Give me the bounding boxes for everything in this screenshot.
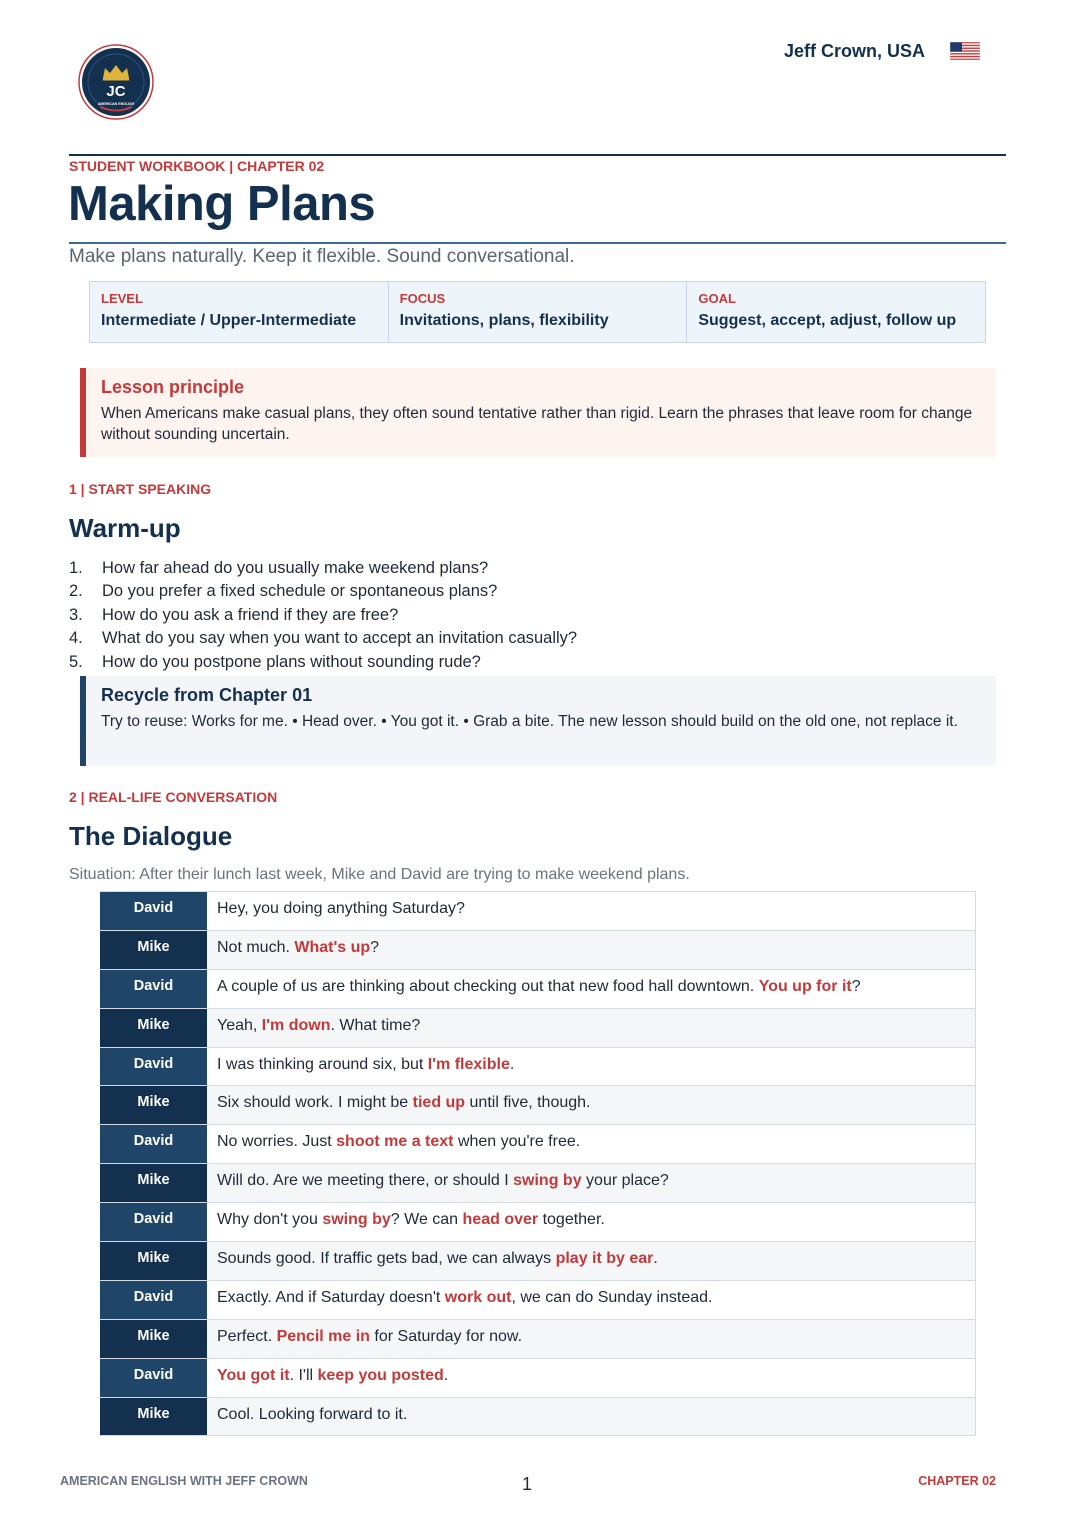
dialogue-row: [100, 1281, 975, 1320]
dialogue-line: [207, 1086, 975, 1124]
dialogue-speaker: Mike: [100, 931, 207, 969]
chapter-kicker: STUDENT WORKBOOK | CHAPTER 02: [69, 158, 325, 174]
meta-level: [90, 282, 389, 342]
section-label: 1 | START SPEAKING: [69, 481, 212, 497]
dialogue-speaker: Mike: [100, 1009, 207, 1047]
key-phrase: work out: [444, 1288, 512, 1306]
line-text: Yeah,: [217, 1016, 262, 1034]
dialogue-row: [100, 1242, 975, 1281]
dialogue-line: [207, 1281, 975, 1319]
section-label: 2 | REAL-LIFE CONVERSATION: [69, 789, 278, 805]
dialogue-speaker: David: [100, 1125, 207, 1163]
line-text: .: [509, 1055, 515, 1073]
author-name: Jeff Crown, USA: [783, 41, 925, 61]
meta-goal: [687, 282, 985, 342]
dialogue-speaker: Mike: [100, 1320, 207, 1358]
line-text: when you're free.: [453, 1133, 581, 1151]
jc-logo: [78, 44, 154, 120]
dialogue-speaker: David: [100, 1048, 207, 1086]
line-text: Sounds good. If traffic gets bad, we can always: [217, 1250, 556, 1268]
line-text: No worries. Just: [217, 1133, 337, 1151]
line-text: , we can do Sunday instead.: [511, 1288, 713, 1306]
callout-text: Try to reuse: Works for me. • Head over. • You got it. • Grab a bite. The new lesson should build on the old one, not replace it.: [101, 713, 958, 730]
dialogue-row: [100, 892, 975, 931]
dialogue-row: [100, 931, 975, 970]
dialogue-speaker: Mike: [100, 1398, 207, 1436]
us-flag-icon: [950, 42, 980, 60]
list-item: [69, 580, 969, 603]
dialogue-speaker: David: [100, 1281, 207, 1319]
callout-title: Lesson principle: [101, 377, 245, 397]
callout-title: Recycle from Chapter 01: [101, 685, 313, 705]
dialogue-row: [100, 1125, 975, 1164]
dialogue-row: [100, 1164, 975, 1203]
dialogue-row: [100, 1398, 975, 1437]
page-title: Making Plans: [68, 177, 376, 231]
dialogue-line: [207, 1125, 975, 1163]
dialogue-situation: Situation: After their lunch last week, Mike and David are trying to make weekend plans.: [69, 866, 690, 883]
recycle-callout: [80, 676, 996, 766]
line-text: Hey, you doing anything Saturday?: [217, 900, 465, 917]
list-text: How do you postpone plans without sounding rude?: [102, 652, 481, 671]
list-text: Do you prefer a fixed schedule or spontaneous plans?: [102, 582, 498, 601]
list-item: [69, 557, 969, 580]
warmup-question-list: [69, 557, 969, 674]
key-phrase: You up for it: [758, 977, 852, 995]
dialogue-line: [207, 931, 975, 969]
page-subtitle: Make plans naturally. Keep it flexible. Sound conversational.: [69, 246, 575, 267]
dialogue-line: [207, 1320, 975, 1358]
line-text: A couple of us are thinking about checking out that new food hall downtown.: [217, 977, 759, 995]
dialogue-speaker: David: [100, 970, 207, 1008]
list-text: What do you say when you want to accept an invitation casually?: [102, 629, 578, 648]
line-text: I was thinking around six, but: [217, 1055, 428, 1073]
line-text: Perfect.: [217, 1327, 277, 1345]
dialogue-row: [100, 970, 975, 1009]
line-text: together.: [538, 1211, 605, 1229]
key-phrase: shoot me a text: [336, 1133, 454, 1151]
lesson-meta-table: [89, 281, 986, 343]
list-number: 4.: [69, 629, 83, 648]
dialogue-row: [100, 1009, 975, 1048]
footer-chapter: CHAPTER 02: [918, 1474, 996, 1488]
key-phrase: head over: [462, 1211, 539, 1229]
dialogue-row: [100, 1203, 975, 1242]
line-text: ?: [370, 938, 380, 956]
section-title: Warm-up: [69, 513, 181, 543]
list-item: [69, 627, 969, 650]
footer-brand: AMERICAN ENGLISH WITH JEFF CROWN: [60, 1474, 308, 1488]
line-text: Not much.: [217, 938, 295, 956]
line-text: ?: [851, 977, 861, 995]
list-text: How far ahead do you usually make weekend plans?: [102, 559, 489, 577]
meta-label: GOAL: [698, 291, 736, 306]
line-text: for Saturday for now.: [369, 1327, 523, 1345]
meta-value: Intermediate / Upper-Intermediate: [101, 312, 357, 329]
line-text: Cool. Looking forward to it.: [217, 1405, 408, 1423]
dialogue-line: [207, 970, 975, 1008]
list-text: How do you ask a friend if they are free?: [102, 605, 399, 624]
dialogue-line: [207, 1398, 975, 1436]
list-number: 2.: [69, 582, 83, 601]
line-text: until five, though.: [465, 1094, 591, 1112]
key-phrase: swing by: [322, 1211, 391, 1229]
dialogue-row: [100, 1086, 975, 1125]
logo-ring-text: AMERICAN ENGLISH: [97, 102, 135, 106]
dialogue-line: [207, 1009, 975, 1047]
dialogue-table: [100, 891, 976, 1436]
key-phrase: What's up: [294, 938, 371, 956]
meta-label: LEVEL: [101, 291, 143, 306]
section-title: The Dialogue: [69, 821, 233, 851]
dialogue-speaker: David: [100, 892, 207, 930]
line-text: your place?: [581, 1172, 669, 1190]
line-text: .: [653, 1250, 658, 1268]
key-phrase: Pencil me in: [276, 1327, 370, 1345]
key-phrase: You got it: [217, 1366, 290, 1384]
dialogue-speaker: Mike: [100, 1164, 207, 1202]
dialogue-speaker: David: [100, 1203, 207, 1241]
dialogue-speaker: David: [100, 1359, 207, 1397]
dialogue-line: [207, 1048, 975, 1086]
logo-monogram: JC: [106, 83, 126, 100]
meta-focus: [389, 282, 688, 342]
key-phrase: tied up: [412, 1094, 466, 1112]
line-text: .: [443, 1366, 449, 1384]
meta-value: Invitations, plans, flexibility: [399, 312, 609, 329]
line-text: . What time?: [330, 1016, 421, 1034]
lesson-principle-callout: [80, 368, 996, 457]
dialogue-row: [100, 1359, 975, 1398]
dialogue-row: [100, 1320, 975, 1359]
dialogue-row: [100, 1048, 975, 1087]
line-text: Will do. Are we meeting there, or should I: [217, 1172, 514, 1190]
line-text: . I'll: [289, 1366, 318, 1384]
title-divider: [69, 242, 1006, 244]
dialogue-line: [207, 1242, 975, 1280]
dialogue-line: [207, 1359, 975, 1397]
key-phrase: play it by ear: [555, 1250, 654, 1268]
list-number: 3.: [69, 605, 83, 624]
callout-text: When Americans make casual plans, they often sound tentative rather than rigid. Learn the phrases that leave room for change without sounding uncertain.: [101, 405, 973, 443]
meta-label: FOCUS: [399, 291, 446, 306]
list-number: 1.: [69, 559, 83, 577]
dialogue-speaker: Mike: [100, 1242, 207, 1280]
list-number: 5.: [69, 652, 83, 671]
dialogue-line: [207, 1164, 975, 1202]
meta-value: Suggest, accept, adjust, follow up: [698, 312, 957, 329]
dialogue-line: [207, 892, 975, 930]
header-divider: [69, 154, 1006, 156]
line-text: Why don't you: [217, 1211, 323, 1229]
key-phrase: I'm flexible: [427, 1055, 510, 1073]
line-text: Exactly. And if Saturday doesn't: [217, 1288, 445, 1306]
list-item: [69, 651, 969, 674]
key-phrase: swing by: [513, 1172, 582, 1190]
page-number: 1: [522, 1474, 533, 1494]
key-phrase: I'm down: [261, 1016, 331, 1034]
dialogue-line: [207, 1203, 975, 1241]
line-text: ? We can: [390, 1211, 463, 1229]
dialogue-speaker: Mike: [100, 1086, 207, 1124]
line-text: Six should work. I might be: [217, 1094, 413, 1112]
key-phrase: keep you posted: [317, 1366, 444, 1384]
list-item: [69, 604, 969, 627]
